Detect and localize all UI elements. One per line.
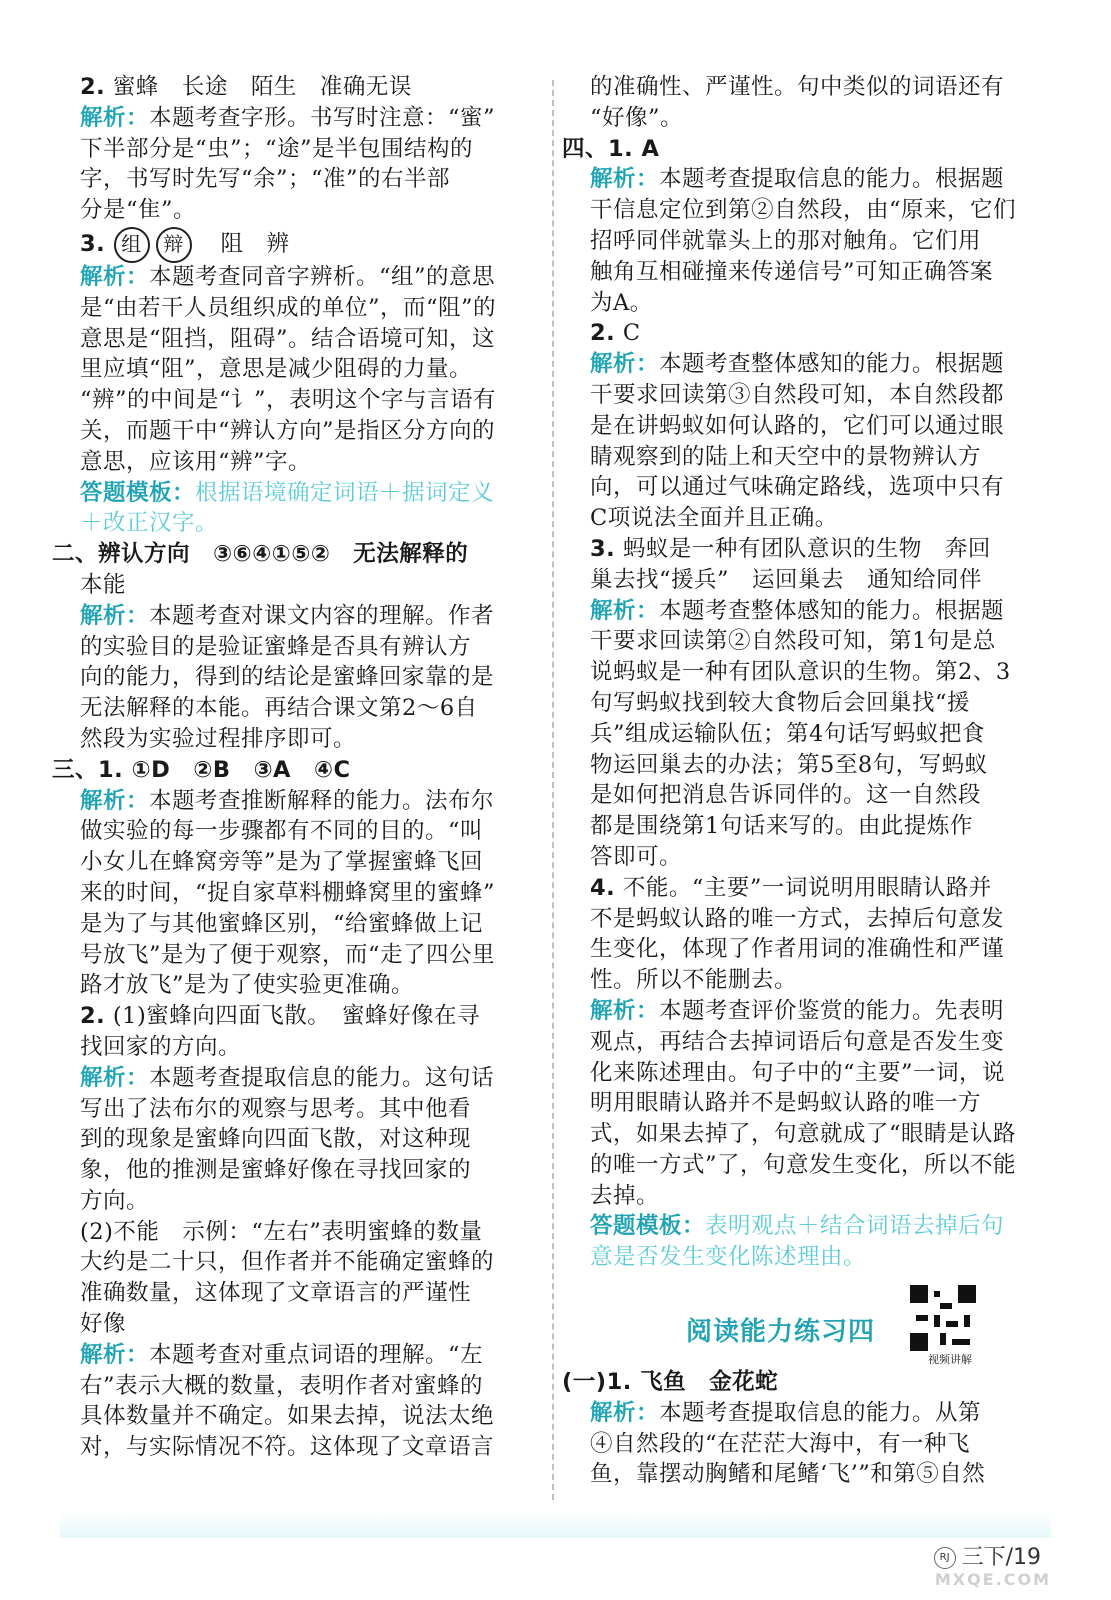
analysis-label: 解析：	[590, 166, 660, 193]
line-text: 本题考查提取信息的能力。根据题	[659, 166, 1005, 193]
line-text: 本题考查提取信息的能力。从第	[659, 1399, 982, 1426]
qr-code[interactable]	[910, 1285, 990, 1367]
text-line: 为A。	[590, 289, 653, 316]
text-line: 向的能力，得到的结论是蜜蜂回家靠的是	[80, 664, 495, 691]
template-line	[80, 478, 520, 509]
template-line: 意是否发生变化陈述理由。	[590, 1244, 867, 1271]
analysis-line	[80, 1063, 520, 1094]
template-label: 答题模板：	[80, 479, 196, 506]
text-line: 准确数量，这体现了文章语言的严谨性	[80, 1280, 472, 1307]
text-line: 无法解释的本能。再结合课文第2～6自	[80, 695, 478, 722]
analysis-label: 解析：	[80, 787, 150, 814]
text-line: 写出了法布尔的观察与思考。其中他看	[80, 1095, 472, 1122]
text-line: 睛观察到的陆上和天空中的景物辨认方	[590, 443, 982, 470]
question-number: 2.	[590, 320, 616, 347]
text-line: 物运回巢去的办法；第5至8句，写蚂蚁	[590, 751, 988, 778]
section-line: (一)1. 飞鱼 金花蛇	[562, 1369, 779, 1396]
analysis-label: 解析：	[80, 1064, 150, 1091]
text-line: 对，与实际情况不符。这体现了文章语言	[80, 1434, 495, 1461]
text-line: 是在讲蚂蚁如何认路的，它们可以通过眼	[590, 412, 1005, 439]
section-line: 四、1. A	[562, 135, 660, 162]
text-line: “辨”的中间是“讠”，表明这个字与言语有	[80, 387, 497, 414]
text-line: 分是“隹”。	[80, 197, 197, 224]
question-number: 2.	[80, 1003, 106, 1030]
text-line: 来的时间，“捉自家草料棚蜂窝里的蜜蜂”	[80, 879, 496, 906]
text-line: (2)不能 示例：“左右”表明蜜蜂的数量	[80, 1218, 483, 1245]
line-text: 根据语境确定词语＋据词定义	[195, 479, 495, 506]
template-line: ＋改正汉字。	[80, 510, 219, 537]
text-line: 向，可以通过气味确定路线，选项中只有	[590, 474, 1005, 501]
text-line: 化来陈述理由。句子中的“主要”一词，说	[590, 1059, 1006, 1086]
question-number: 2.	[80, 74, 106, 100]
line-text: 本题考查提取信息的能力。这句话	[149, 1064, 495, 1091]
line-text: 本题考查整体感知的能力。根据题	[659, 597, 1005, 624]
text-line: 号放飞”是为了便于观察，而“走了四公里	[80, 941, 496, 968]
section-heading: 阅读能力练习四	[686, 1317, 876, 1348]
answer-text: 蚂蚁是一种有团队意识的生物 奔回	[615, 535, 991, 562]
analysis-line	[590, 164, 1030, 195]
text-line: 巢去找“援兵” 运回巢去 通知给同伴	[590, 566, 983, 593]
answer-text: C	[615, 320, 641, 347]
page-footer	[934, 1540, 1041, 1571]
line-text: 本题考查推断解释的能力。法布尔	[149, 787, 495, 814]
text-line: 的实验目的是验证蜜蜂是否具有辨认方	[80, 633, 472, 660]
text-line: 里应填“阻”，意思是减少阻碍的力量。	[80, 356, 473, 383]
section-line: 三、1. ①D ②B ③A ④C	[52, 756, 351, 783]
analysis-label: 解析：	[80, 104, 150, 131]
question-number: 4.	[590, 874, 616, 901]
analysis-line	[590, 996, 1030, 1027]
line-text: 本题考查字形。书写时注意：“蜜”	[149, 104, 496, 131]
text-line: 是“由若干人员组织成的单位”，而“阻”的	[80, 294, 497, 321]
text-line: 都是围绕第1句话来写的。由此提炼作	[590, 813, 973, 840]
text-line: 兵”组成运输队伍；第4句话写蚂蚁把食	[590, 720, 985, 747]
text-line: 观点，再结合去掉词语后句意是否发生变	[590, 1028, 1005, 1055]
text-line: 干要求回读第②自然段可知，第1句是总	[590, 628, 996, 655]
question-number: 3.	[590, 535, 616, 562]
analysis-label: 解析：	[590, 351, 660, 378]
text-line: 找回家的方向。	[80, 1033, 242, 1060]
text-line: 的唯一方式”了，句意发生变化，所以不能	[590, 1151, 1017, 1178]
column-divider	[552, 80, 554, 1500]
text-line: 意思是“阻挡，阻碍”。结合语境可知，这	[80, 325, 496, 352]
text-line: 说蚂蚁是一种有团队意识的生物。第2、3	[590, 659, 1011, 686]
text-line: ④自然段的“在茫茫大海中，有一种飞	[590, 1430, 971, 1457]
answer-line	[590, 873, 1030, 904]
line-text: 表明观点＋结合词语去掉后句	[705, 1213, 1005, 1240]
analysis-line	[590, 1398, 1030, 1429]
text-line: 右”表示大概的数量，表明作者对蜜蜂的	[80, 1372, 484, 1399]
template-label: 答题模板：	[590, 1213, 706, 1240]
analysis-label: 解析：	[80, 602, 150, 629]
text-line: 触角互相碰撞来传递信号”可知正确答案	[590, 258, 994, 285]
section-line: 二、辨认方向 ③⑥④①⑤② 无法解释的	[52, 541, 469, 568]
answer-line	[80, 72, 520, 103]
text-line: 下半部分是“虫”；“途”是半包围结构的	[80, 135, 474, 162]
text-line: 是为了与其他蜜蜂区别，“给蜜蜂做上记	[80, 910, 484, 937]
qr-code-icon	[910, 1285, 976, 1351]
text-line: 是如何把消息告诉同伴的。这一自然段	[590, 782, 982, 809]
answer-text: (1)蜜蜂向四面飞散。 蜜蜂好像在寻	[105, 1003, 480, 1030]
line-text: 本题考查同音字辨析。“组”的意思	[149, 263, 496, 290]
edition-badge: RJ	[934, 1547, 956, 1569]
qr-label: 视频讲解	[928, 1353, 972, 1367]
question-number: 3.	[80, 230, 114, 257]
analysis-line	[80, 1340, 520, 1371]
analysis-line	[80, 601, 520, 632]
text-line: 好像	[80, 1311, 127, 1338]
text-line: 小女儿在蜂窝旁等”是为了掌握蜜蜂飞回	[80, 849, 484, 876]
text-line: 干信息定位到第②自然段，由“原来，它们	[590, 197, 1017, 224]
text-line: 去掉。	[590, 1182, 660, 1209]
text-line: 具体数量并不确定。如果去掉，说法太绝	[80, 1403, 495, 1430]
answer-line	[80, 1001, 520, 1032]
text-line: 明用眼睛认路并不是蚂蚁认路的唯一方	[590, 1090, 982, 1117]
text-line: 象，他的推测是蜜蜂好像在寻找回家的	[80, 1157, 472, 1184]
line-text: 本题考查评价鉴赏的能力。先表明	[659, 997, 1005, 1024]
text-line: 鱼，靠摆动胸鳍和尾鳍‘飞’”和第⑤自然	[590, 1461, 986, 1488]
text-line: 性。所以不能删去。	[590, 967, 798, 994]
analysis-label: 解析：	[590, 597, 660, 624]
text-line: 路才放飞”是为了使实验更准确。	[80, 972, 415, 999]
footer-bar	[60, 1512, 1051, 1538]
answer-line	[590, 534, 1030, 565]
text-line: 不是蚂蚁认路的唯一方式，去掉后句意发	[590, 905, 1005, 932]
text-line: 本能	[80, 571, 127, 598]
line-text: 本题考查对重点词语的理解。“左	[149, 1341, 484, 1368]
answer-text: 不能。“主要”一词说明用眼睛认路并	[615, 874, 992, 901]
text-line: 字，书写时先写“余”；“准”的右半部	[80, 166, 451, 193]
analysis-label: 解析：	[80, 1341, 150, 1368]
analysis-line	[590, 349, 1030, 380]
analysis-label: 解析：	[80, 263, 150, 290]
analysis-line	[80, 262, 520, 293]
line-text: 本题考查对课文内容的理解。作者	[149, 602, 495, 629]
text-line: 大约是二十只，但作者并不能确定蜜蜂的	[80, 1249, 495, 1276]
text-line: 关，而题干中“辨认方向”是指区分方向的	[80, 417, 496, 444]
answer-text: 蜜蜂 长途 陌生 准确无误	[105, 74, 412, 100]
left-column	[52, 72, 520, 1463]
analysis-line	[80, 786, 520, 817]
text-line: 生变化，体现了作者用词的准确性和严谨	[590, 936, 1005, 963]
section-heading-block	[590, 1281, 1030, 1367]
text-line: 到的现象是蜜蜂向四面飞散，对这种现	[80, 1126, 472, 1153]
text-line: 句写蚂蚁找到较大食物后会回巢找“援	[590, 689, 971, 716]
analysis-label: 解析：	[590, 997, 660, 1024]
line-text: 本题考查整体感知的能力。根据题	[659, 351, 1005, 378]
template-line	[590, 1211, 1030, 1242]
page-number: 三下/19	[961, 1545, 1041, 1570]
text-line: 然段为实验过程排序即可。	[80, 725, 357, 752]
analysis-line	[80, 103, 520, 134]
right-column	[562, 72, 1030, 1490]
analysis-label: 解析：	[590, 1399, 660, 1426]
text-line: 招呼同伴就靠头上的那对触角。它们用	[590, 227, 982, 254]
text-line: C项说法全面并且正确。	[590, 505, 838, 532]
answer-line	[80, 226, 520, 262]
text-line: 的准确性、严谨性。句中类似的词语还有	[590, 74, 1005, 100]
text-line: 方向。	[80, 1187, 150, 1214]
text-line: 答即可。	[590, 843, 683, 870]
text-line: 意思，应该用“辨”字。	[80, 448, 312, 475]
answer-line	[590, 318, 1030, 349]
answer-text: 阻 辨	[197, 230, 290, 257]
analysis-line	[590, 596, 1030, 627]
circled-char: 组	[114, 227, 150, 263]
text-line: 干要求回读第③自然段可知，本自然段都	[590, 381, 1005, 408]
text-line: “好像”。	[590, 104, 684, 131]
text-line: 做实验的每一步骤都有不同的目的。“叫	[80, 818, 484, 845]
text-line: 式，如果去掉了，句意就成了“眼睛是认路	[590, 1121, 1017, 1148]
watermark: MXQE.COM	[934, 1570, 1051, 1589]
circled-char: 辩	[156, 227, 192, 263]
